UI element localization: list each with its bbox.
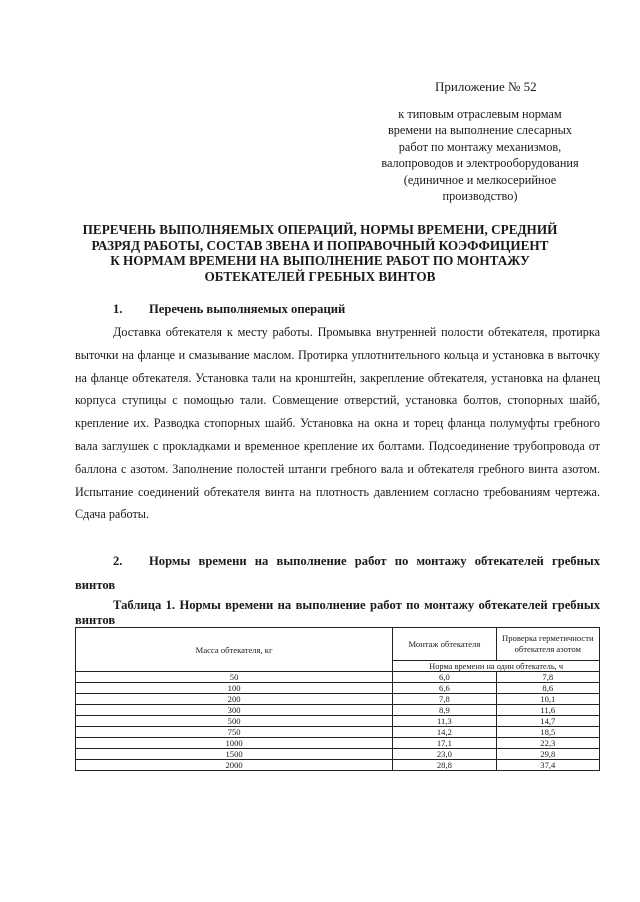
mounting-cell: 11,3 [393, 716, 496, 727]
section1-operations-text [75, 321, 600, 526]
table-caption: Таблица 1. Нормы времени на выполнение работ по монтажу обтекателей гребных винтов [75, 598, 600, 627]
time-norms-table [75, 627, 600, 771]
check-column-header: Проверка герметичности обтекателя азотом [496, 628, 599, 661]
mass-cell: 200 [76, 694, 393, 705]
table-row [76, 705, 600, 716]
table-row [76, 716, 600, 727]
appendix-subtitle-line: валопроводов и электрооборудования [381, 156, 579, 171]
document-title-line: ОБТЕКАТЕЛЕЙ ГРЕБНЫХ ВИНТОВ [204, 268, 436, 284]
appendix-subtitle-line: времени на выполнение слесарных [387, 123, 573, 138]
mass-cell: 1000 [76, 738, 393, 749]
check-cell: 10,1 [496, 694, 599, 705]
document-title [80, 222, 560, 284]
check-cell: 8,6 [496, 683, 599, 694]
table-row [76, 672, 600, 683]
mounting-cell: 7,8 [393, 694, 496, 705]
mounting-cell: 8,9 [393, 705, 496, 716]
norm-caption-header: Норма времени на один обтекатель, ч [393, 661, 600, 672]
check-cell: 18,5 [496, 727, 599, 738]
check-cell: 22,3 [496, 738, 599, 749]
mounting-cell: 28,8 [393, 760, 496, 771]
table-row [76, 694, 600, 705]
check-cell: 11,6 [496, 705, 599, 716]
mass-cell: 750 [76, 727, 393, 738]
mass-column-header: Масса обтекателя, кг [76, 628, 393, 672]
mass-cell: 1500 [76, 749, 393, 760]
document-title-line: ПЕРЕЧЕНЬ ВЫПОЛНЯЕМЫХ ОПЕРАЦИЙ, НОРМЫ ВРЕМЕНИ, СРЕДНИЙ [82, 222, 558, 237]
section1-body: Доставка обтекателя к месту работы. Промывка внутренней полости обтекателя, протирка выточки на фланце и смазывание маслом. Протирка уплотнительного кольца и установка в выточку на фланце обтекателя. Установка тали на кронштейн, закрепление обтекателя, установка на фланец корпуса ступицы с помощью тали. Совмещение отверстий, установка болтов, стопорных шайб, крепление их. Разводка стопорных шайб. Установка на окна и торец фланца полумуфты гребного вала заглушек с прокладками и временное крепление их болтами. Подсоединение трубопровода от баллона с азотом. Заполнение полостей штанги гребного вала и обтекателя гребного винта азотом. Испытание соединений обтекателя винта на плотность давлением согласно требованиям чертежа. Сдача работы. [75, 325, 600, 522]
mass-cell: 300 [76, 705, 393, 716]
table-row [76, 749, 600, 760]
mass-cell: 500 [76, 716, 393, 727]
check-cell: 7,8 [496, 672, 599, 683]
check-cell: 14,7 [496, 716, 599, 727]
section2-heading-text: Нормы времени на выполнение работ по монтажу обтекателей гребных винтов [75, 554, 600, 592]
section2-number: 2. [113, 554, 123, 568]
mass-cell: 100 [76, 683, 393, 694]
appendix-title: Приложение № 52 [435, 79, 537, 94]
table-row [76, 727, 600, 738]
section2-heading [75, 549, 600, 597]
document-title-line: РАЗРЯД РАБОТЫ, СОСТАВ ЗВЕНА И ПОПРАВОЧНЫЙ КОЭФФИЦИЕНТ [91, 237, 549, 253]
appendix-subtitle [350, 106, 610, 204]
appendix-subtitle-line: работ по монтажу механизмов, [398, 139, 562, 154]
check-cell: 37,4 [496, 760, 599, 771]
mounting-cell: 6,0 [393, 672, 496, 683]
table-row [76, 760, 600, 771]
table-row [76, 738, 600, 749]
appendix-subtitle-line: (единичное и мелкосерийное [403, 172, 557, 187]
document-title-line: К НОРМАМ ВРЕМЕНИ НА ВЫПОЛНЕНИЕ РАБОТ ПО МОНТАЖУ [110, 253, 530, 269]
mounting-cell: 6,6 [393, 683, 496, 694]
mounting-cell: 23,0 [393, 749, 496, 760]
section1-heading-text: Перечень выполняемых операций [149, 302, 346, 316]
table-row [76, 683, 600, 694]
appendix-subtitle-line: производство) [442, 189, 518, 204]
appendix-subtitle-line: к типовым отраслевым нормам [398, 107, 562, 121]
section1-number: 1. [113, 302, 123, 316]
mounting-cell: 17,1 [393, 738, 496, 749]
mass-cell: 50 [76, 672, 393, 683]
mounting-cell: 14,2 [393, 727, 496, 738]
check-cell: 29,8 [496, 749, 599, 760]
mass-cell: 2000 [76, 760, 393, 771]
mounting-column-header: Монтаж обтекателя [393, 628, 496, 661]
section1-heading [113, 302, 345, 317]
